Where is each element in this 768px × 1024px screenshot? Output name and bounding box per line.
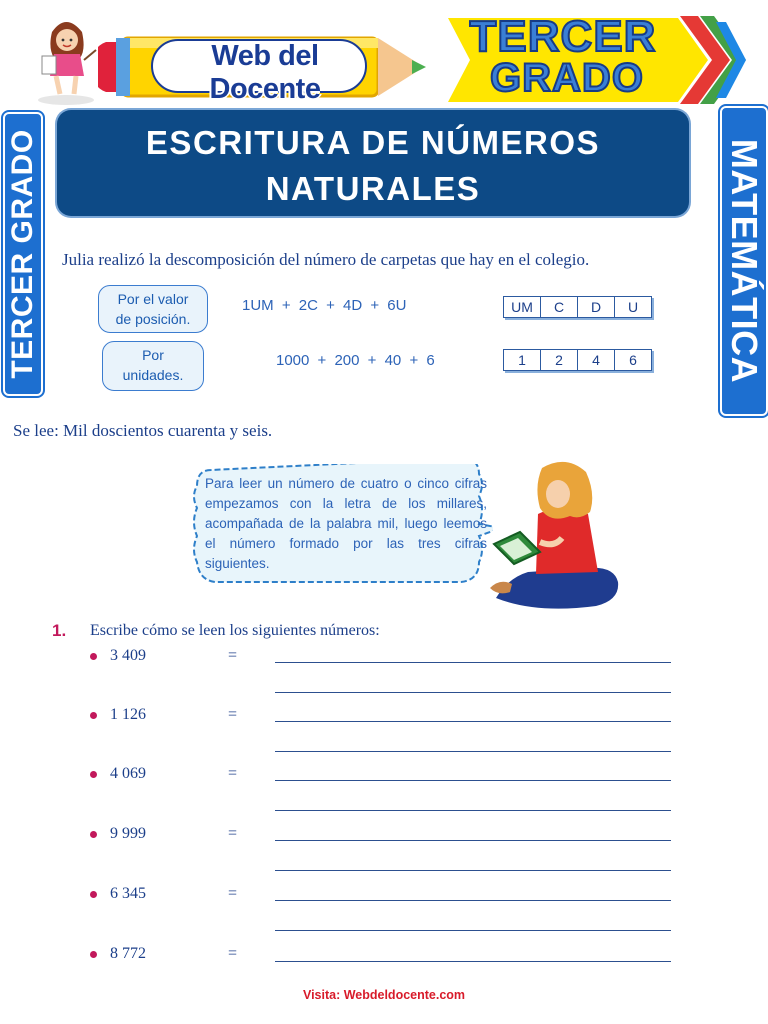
equals-sign: = (228, 945, 238, 962)
units-label-line1: Por (142, 347, 164, 363)
intro-text: Julia realizó la descomposición del número de carpetas que hay en el colegio. (62, 250, 590, 269)
equals-sign: = (228, 885, 238, 902)
place-value-expression: 1UM + 2C + 4D + 6U (242, 297, 407, 314)
brand-name: Web del Docente (209, 40, 321, 105)
place-value-label-line1: Por el valor (117, 291, 189, 307)
digits-table (503, 349, 652, 371)
teacher-illustration (30, 14, 102, 106)
answer-line[interactable] (275, 721, 671, 722)
tip-text: Para leer un número de cuatro o cinco cifras empezamos con la letra de los millares, acompañada de la palabra mil, luego leemos el número formado por las tres cifras siguientes. (205, 476, 487, 571)
digit-cell: 6 (615, 350, 652, 371)
table-header-cell: UM (504, 297, 541, 318)
units-expression: 1000 + 200 + 40 + 6 (276, 352, 435, 369)
reading-girl-illustration (488, 460, 620, 612)
equals-sign: = (228, 706, 238, 723)
table-header-cell: U (615, 297, 652, 318)
units-label (102, 341, 204, 391)
answer-line[interactable] (275, 780, 671, 781)
number-value: 6 345 (110, 885, 146, 902)
side-label-grade-text: TERCER GRADO (6, 129, 39, 379)
page-title-line2: NATURALES (265, 170, 481, 207)
answer-line[interactable] (275, 692, 671, 693)
answer-line[interactable] (275, 870, 671, 871)
answer-line[interactable] (275, 662, 671, 663)
digit-cell: 4 (578, 350, 615, 371)
page-title (57, 120, 689, 212)
table-header-cell: C (541, 297, 578, 318)
reading-sentence: Se lee: Mil doscientos cuarenta y seis. (13, 421, 273, 440)
answer-line[interactable] (275, 900, 671, 901)
answer-line[interactable] (275, 930, 671, 931)
number-value: 1 126 (110, 706, 146, 723)
equals-sign: = (228, 647, 238, 664)
footer-link[interactable]: Visita: Webdeldocente.com (302, 988, 466, 1002)
side-label-subject-text: MATEMÁTICA (724, 138, 765, 384)
list-item (90, 945, 690, 965)
digit-cell: 1 (504, 350, 541, 371)
exercise-instruction: Escribe cómo se leen los siguientes números: (90, 622, 380, 639)
page-title-line1: ESCRITURA DE NÚMEROS (145, 124, 601, 161)
units-label-line2: unidades. (122, 367, 184, 383)
list-item (90, 647, 690, 667)
table-header-cell: D (578, 297, 615, 318)
number-value: 4 069 (110, 765, 146, 782)
grade-title-line2: GRADO (490, 56, 644, 100)
list-item (90, 765, 690, 785)
answer-line[interactable] (275, 751, 671, 752)
number-value: 3 409 (110, 647, 146, 664)
equals-sign: = (228, 825, 238, 842)
side-label-subject (720, 106, 768, 416)
list-item (90, 885, 690, 905)
bullet-icon (90, 951, 97, 958)
list-item (90, 706, 690, 726)
place-value-label (98, 285, 208, 333)
number-value: 8 772 (110, 945, 146, 962)
place-value-label-line2: de posición. (115, 311, 191, 327)
answer-line[interactable] (275, 961, 671, 962)
bullet-icon (90, 891, 97, 898)
side-label-grade (3, 112, 43, 396)
equals-sign: = (228, 765, 238, 782)
place-value-table (503, 296, 652, 318)
bullet-icon (90, 771, 97, 778)
grade-title-line1: TERCER (469, 12, 657, 61)
bullet-icon (90, 712, 97, 719)
list-item (90, 825, 690, 845)
exercise-number: 1. (52, 621, 67, 640)
answer-line[interactable] (275, 810, 671, 811)
bullet-icon (90, 653, 97, 660)
digit-cell: 2 (541, 350, 578, 371)
bullet-icon (90, 831, 97, 838)
answer-line[interactable] (275, 840, 671, 841)
number-value: 9 999 (110, 825, 146, 842)
